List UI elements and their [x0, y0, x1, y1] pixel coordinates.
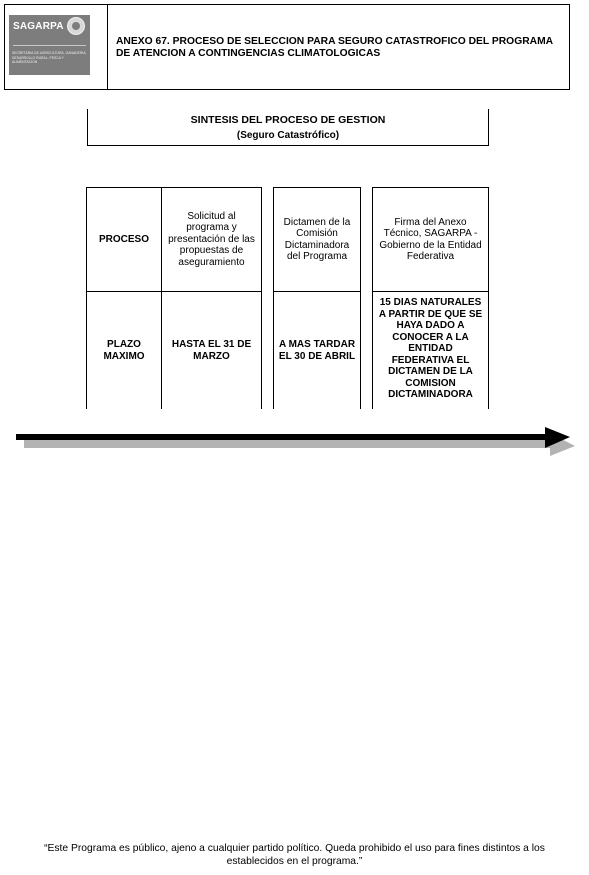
row-label-plazo: PLAZO MAXIMO: [103, 339, 145, 362]
step-1-plazo: HASTA EL 31 DE MARZO: [171, 339, 252, 362]
footer-line-2: establecidos en el programa.”: [226, 856, 363, 867]
step-3-proceso: Firma del Anexo Técnico, SAGARPA - Gobierno de la Entidad Federativa: [379, 216, 482, 262]
synthesis-subtitle: (Seguro Catastrófico): [236, 130, 340, 141]
synthesis-title: SINTESIS DEL PROCESO DE GESTION: [190, 114, 386, 126]
step-2-proceso: Dictamen de la Comisión Dictaminadora del Programa: [283, 216, 351, 262]
logo-subtitle: SECRETARIA DE AGRICULTURA, GANADERIA, DESARROLLO RURAL, PESCA Y ALIMENTACION: [12, 51, 87, 65]
seal-icon: [67, 17, 85, 35]
document-title: ANEXO 67. PROCESO DE SELECCION PARA SEGURO CATASTROFICO DEL PROGRAMA DE ATENCION A CONTINGENCIAS CLIMATOLOGICAS: [116, 36, 553, 59]
logo-divider: [13, 45, 86, 46]
step-2-plazo: A MAS TARDAR EL 30 DE ABRIL: [278, 339, 356, 362]
step-1-proceso: Solicitud al programa y presentación de las propuestas de aseguramiento: [168, 210, 255, 268]
footer-line-1: “Este Programa es público, ajeno a cualquier partido político. Queda prohibido el uso para fines distintos a los: [44, 843, 545, 854]
sagarpa-logo: [9, 15, 90, 75]
timeline-arrow-icon: [0, 420, 589, 460]
synthesis-bracket-bottom: [87, 145, 489, 146]
header-divider: [107, 4, 108, 90]
step-3-plazo: 15 DIAS NATURALES A PARTIR DE QUE SE HAYA DADO A CONOCER A LA ENTIDAD FEDERATIVA EL DICTAMEN DE LA COMISION DICTAMINADORA: [378, 297, 483, 400]
logo-name: SAGARPA: [13, 21, 64, 32]
footer-disclaimer: [0, 842, 589, 868]
row-label-proceso: PROCESO: [98, 233, 149, 245]
